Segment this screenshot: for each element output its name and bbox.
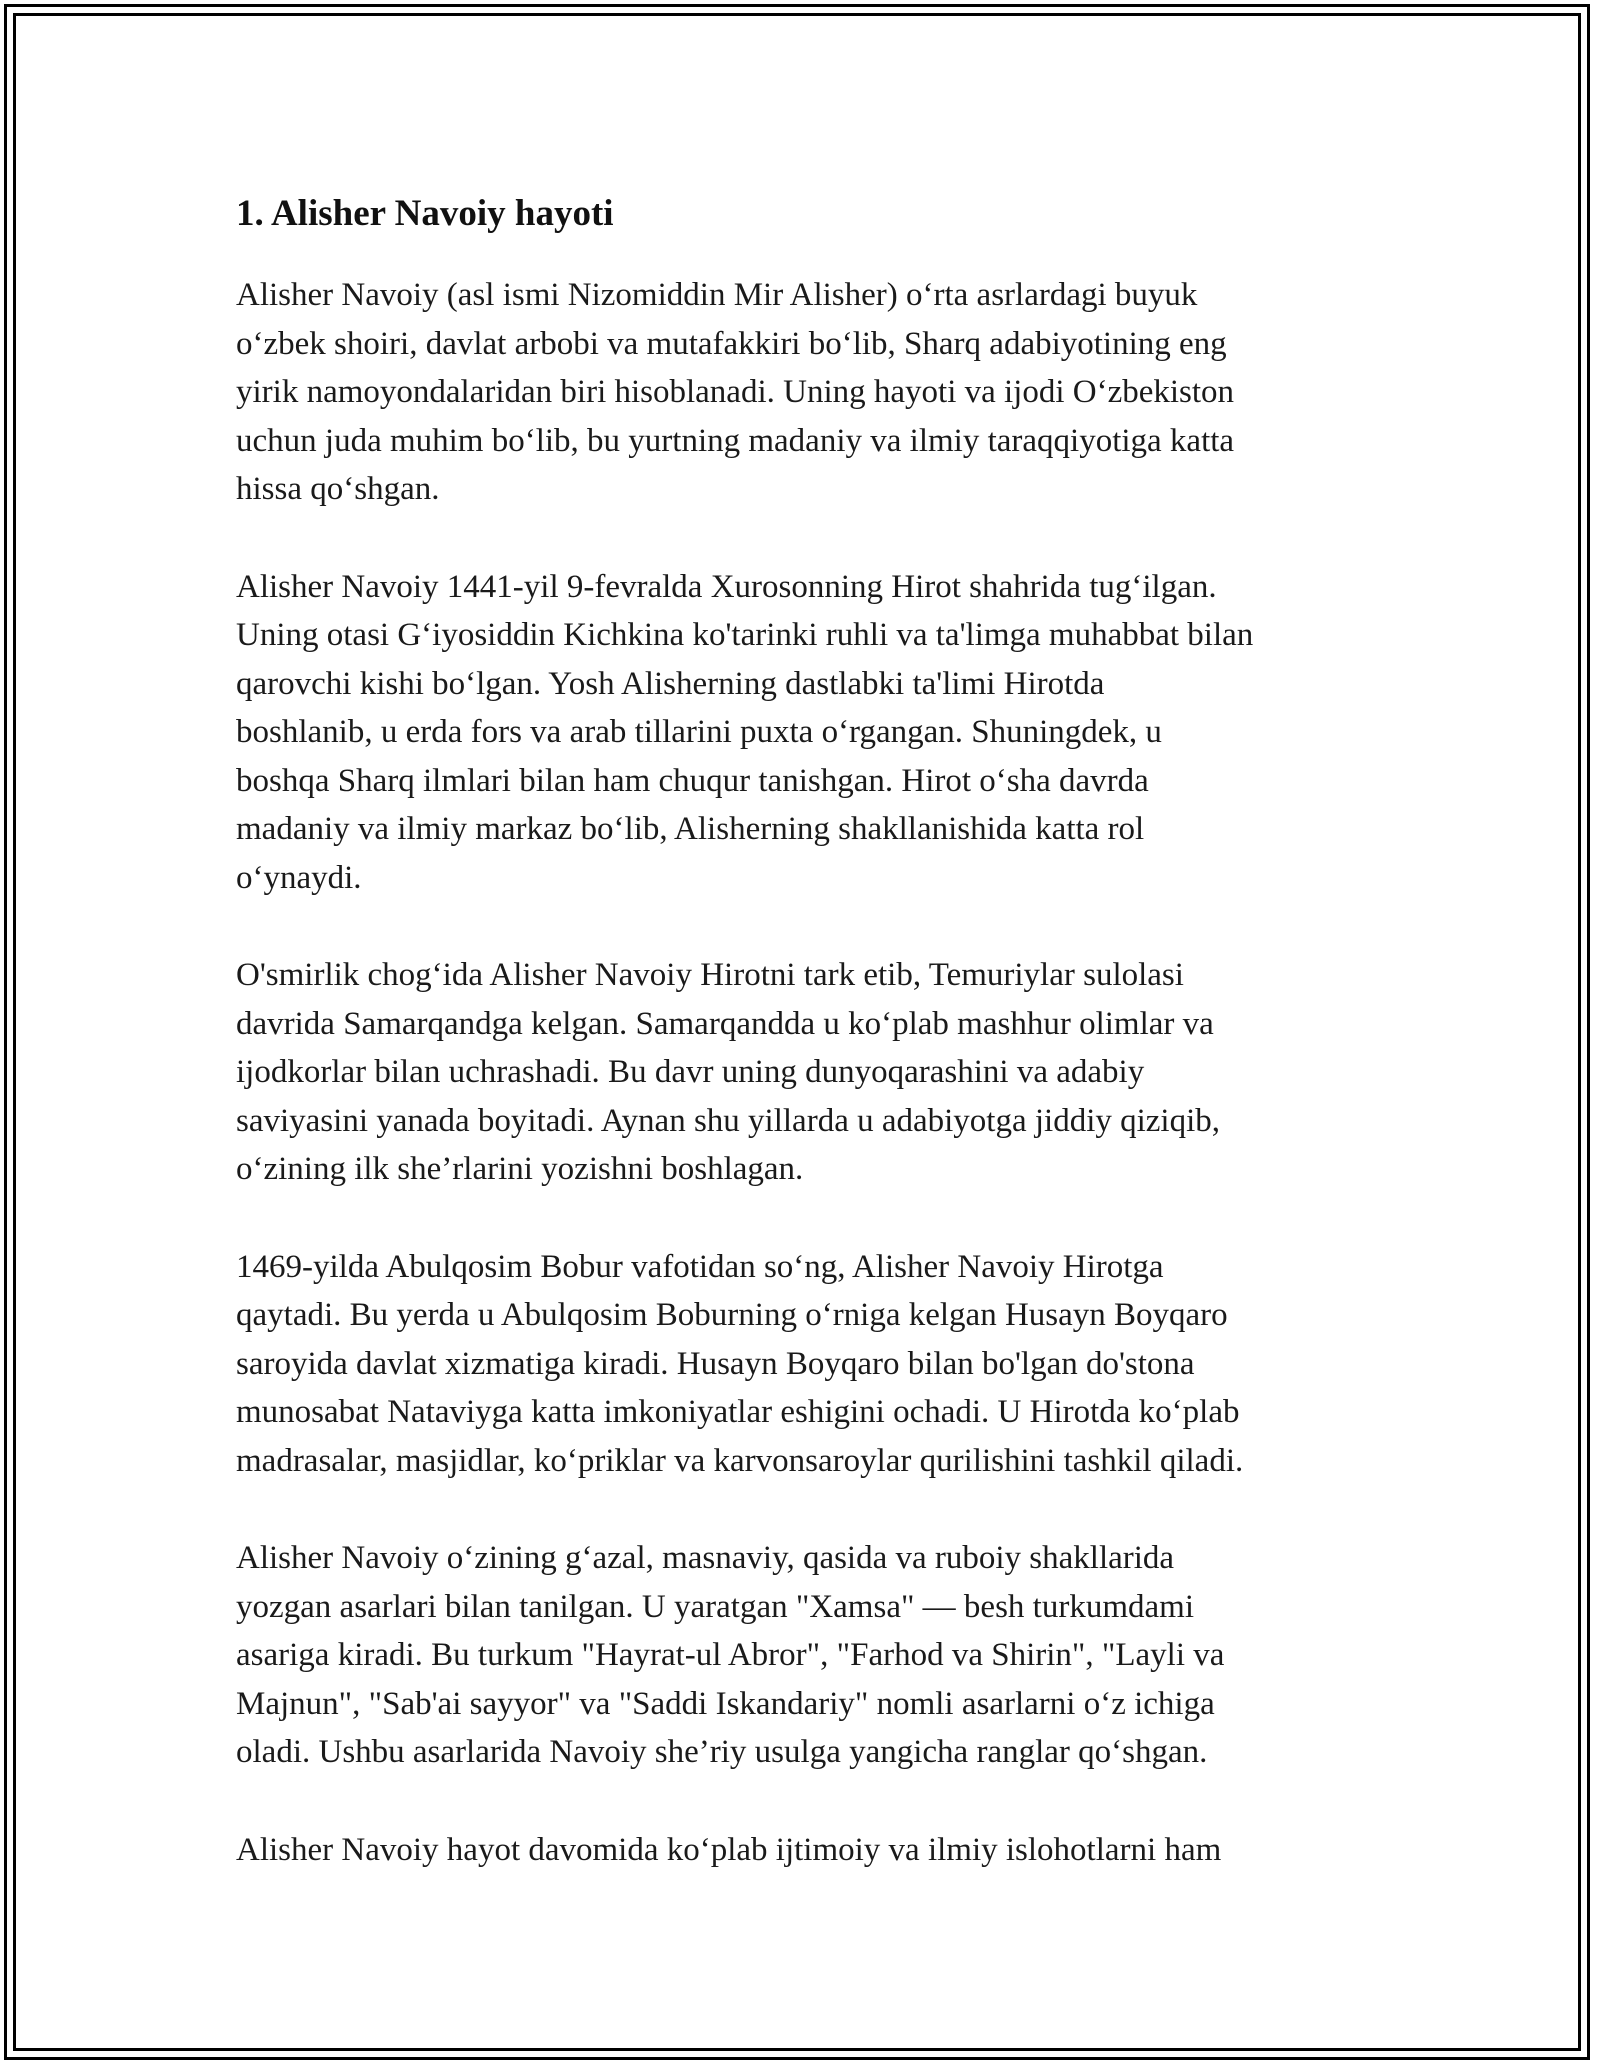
- text-line: saroyida davlat xizmatiga kiradi. Husayn Boyqaro bilan bo'lgan do'stona: [236, 1345, 1195, 1382]
- text-line: yozgan asarlari bilan tanilgan. U yaratgan "Xamsa" — besh turkumdami: [236, 1588, 1194, 1625]
- paragraph: [236, 1243, 1386, 1486]
- document-body: [236, 190, 1386, 1923]
- text-line: saviyasini yanada boyitadi. Aynan shu yillarda u adabiyotga jiddiy qiziqib,: [236, 1102, 1221, 1139]
- text-line: O'smirlik chog‘ida Alisher Navoiy Hirotni tark etib, Temuriylar sulolasi: [236, 957, 1184, 993]
- text-line: madrasalar, masjidlar, ko‘priklar va karvonsaroylar qurilishini tashkil qiladi.: [236, 1442, 1244, 1479]
- text-line: 1469-yilda Abulqosim Bobur vafotidan so‘ng, Alisher Navoiy Hirotga: [236, 1248, 1164, 1285]
- paragraph-list: [236, 271, 1386, 1874]
- paragraph: [236, 1534, 1386, 1777]
- text-line: boshlanib, u erda fors va arab tillarini puxta o‘rgangan. Shuningdek, u: [236, 714, 1162, 750]
- text-line: o‘zining ilk she’rlarini yozishni boshlagan.: [236, 1151, 804, 1187]
- text-line: Alisher Navoiy o‘zining g‘azal, masnaviy, qasida va ruboiy shakllarida: [236, 1540, 1175, 1576]
- text-line: boshqa Sharq ilmlari bilan ham chuqur tanishgan. Hirot o‘sha davrda: [236, 762, 1149, 799]
- text-line: hissa qo‘shgan.: [236, 471, 440, 507]
- text-line: qaytadi. Bu yerda u Abulqosim Boburning o‘rniga kelgan Husayn Boyqaro: [236, 1297, 1228, 1333]
- text-line: Uning otasi G‘iyosiddin Kichkina ko'tarinki ruhli va ta'limga muhabbat bilan: [236, 617, 1254, 653]
- text-line: ijodkorlar bilan uchrashadi. Bu davr uning dunyoqarashini va adabiy: [236, 1054, 1145, 1090]
- text-line: Alisher Navoiy (asl ismi Nizomiddin Mir Alisher) o‘rta asrlardagi buyuk: [236, 277, 1198, 313]
- text-line: Alisher Navoiy 1441-yil 9-fevralda Xurosonning Hirot shahrida tug‘ilgan.: [236, 568, 1217, 605]
- text-line: o‘ynaydi.: [236, 859, 362, 896]
- paragraph: [236, 271, 1386, 514]
- text-line: davrida Samarqandga kelgan. Samarqandda u ko‘plab mashhur olimlar va: [236, 1005, 1214, 1042]
- text-line: o‘zbek shoiri, davlat arbobi va mutafakkiri bo‘lib, Sharq adabiyotining eng: [236, 325, 1227, 362]
- text-line: yirik namoyondalaridan biri hisoblanadi. Uning hayoti va ijodi O‘zbekiston: [236, 374, 1235, 410]
- text-line: madaniy va ilmiy markaz bo‘lib, Alisherning shakllanishida katta rol: [236, 811, 1145, 847]
- paragraph: [236, 563, 1386, 903]
- paragraph: [236, 951, 1386, 1194]
- text-line: munosabat Nataviyga katta imkoniyatlar eshigini ochadi. U Hirotda ko‘plab: [236, 1394, 1240, 1430]
- section-heading: 1. Alisher Navoiy hayoti: [236, 193, 614, 234]
- text-line: asariga kiradi. Bu turkum "Hayrat-ul Abror", "Farhod va Shirin", "Layli va: [236, 1637, 1225, 1673]
- text-line: Majnun", "Sab'ai sayyor" va "Saddi Iskandariy" nomli asarlarni o‘z ichiga: [236, 1685, 1215, 1722]
- text-line: Alisher Navoiy hayot davomida ko‘plab ijtimoiy va ilmiy islohotlarni ham: [236, 1831, 1222, 1868]
- text-line: qarovchi kishi bo‘lgan. Yosh Alisherning dastlabki ta'limi Hirotda: [236, 665, 1105, 702]
- text-line: oladi. Ushbu asarlarida Navoiy she’riy usulga yangicha ranglar qo‘shgan.: [236, 1734, 1208, 1770]
- text-line: uchun juda muhim bo‘lib, bu yurtning madaniy va ilmiy taraqqiyotiga katta: [236, 422, 1235, 459]
- paragraph: [236, 1826, 1386, 1875]
